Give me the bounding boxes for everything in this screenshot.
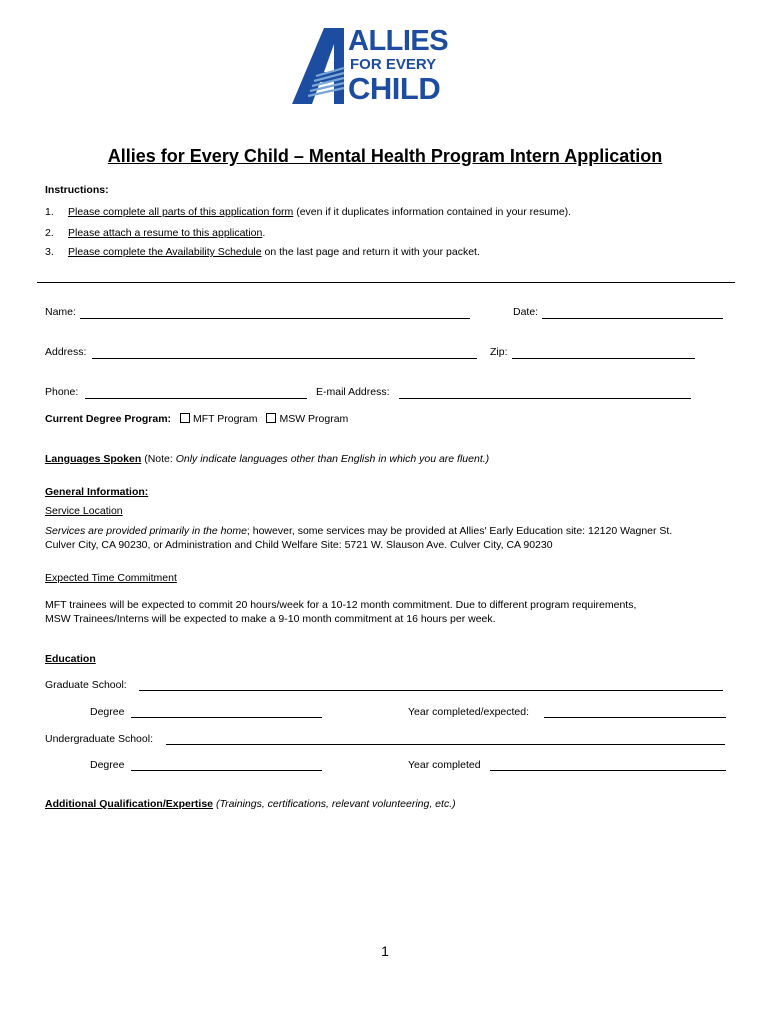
degree-program-label: Current Degree Program: bbox=[45, 413, 172, 425]
zip-field[interactable] bbox=[512, 358, 695, 359]
msw-option-label: MSW Program bbox=[279, 413, 349, 425]
section-divider bbox=[37, 282, 735, 283]
qualifications-row bbox=[45, 798, 456, 810]
general-info-heading: General Information: bbox=[45, 486, 149, 498]
msw-checkbox[interactable] bbox=[266, 413, 276, 423]
logo-line3: CHILD bbox=[348, 71, 441, 106]
undergraduate-degree-field[interactable] bbox=[131, 770, 322, 771]
logo-line1: ALLIES bbox=[348, 25, 449, 57]
name-field[interactable] bbox=[80, 318, 470, 319]
address-field[interactable] bbox=[92, 358, 477, 359]
languages-note: Only indicate languages other than English in which you are fluent.) bbox=[175, 453, 490, 465]
phone-field[interactable] bbox=[85, 398, 307, 399]
service-location-italic: Services are provided primarily in the home bbox=[45, 525, 247, 537]
service-location-rest: ; however, some services may be provided at Allies' Early Education site: 12120 Wagner St. bbox=[246, 525, 673, 537]
instruction-link[interactable]: Please complete the Availability Schedule bbox=[68, 246, 262, 258]
page-title: Allies for Every Child – Mental Health Program Intern Application bbox=[107, 146, 663, 166]
instruction-text: on the last page and return it with your packet. bbox=[261, 246, 480, 258]
qualifications-note: (Trainings, certifications, relevant volunteering, etc.) bbox=[213, 798, 456, 810]
service-location-line2: Culver City, CA 90230, or Administration and Child Welfare Site: 5721 W. Slauson Ave. Culver City, CA 90230 bbox=[45, 539, 553, 551]
instruction-number: 3. bbox=[45, 246, 54, 258]
year-completed-field[interactable] bbox=[490, 770, 726, 771]
phone-label: Phone: bbox=[45, 386, 79, 398]
instruction-link[interactable]: Please attach a resume to this application bbox=[68, 227, 263, 239]
time-commitment-line2: MSW Trainees/Interns will be expected to make a 9-10 month commitment at 16 hours per week. bbox=[45, 613, 496, 625]
email-label: E-mail Address: bbox=[316, 386, 390, 398]
languages-note-prefix: (Note: bbox=[141, 453, 176, 465]
instruction-number: 1. bbox=[45, 206, 54, 218]
time-commitment-heading: Expected Time Commitment bbox=[45, 572, 177, 584]
graduate-school-label: Graduate School: bbox=[45, 679, 127, 691]
name-label: Name: bbox=[45, 306, 76, 318]
graduate-school-field[interactable] bbox=[139, 690, 723, 691]
mft-option-label: MFT Program bbox=[192, 413, 258, 425]
logo-line2: FOR EVERY bbox=[350, 56, 437, 73]
languages-row bbox=[45, 453, 489, 465]
instruction-text: (even if it duplicates information contained in your resume). bbox=[293, 206, 572, 218]
degree-program-row bbox=[45, 413, 348, 425]
graduate-degree-field[interactable] bbox=[131, 717, 322, 718]
qualifications-label: Additional Qualification/Expertise bbox=[45, 798, 214, 810]
year-completed-expected-label: Year completed/expected: bbox=[408, 706, 530, 718]
graduate-degree-label: Degree bbox=[90, 706, 125, 718]
undergraduate-school-field[interactable] bbox=[166, 744, 725, 745]
email-field[interactable] bbox=[399, 398, 691, 399]
instruction-number: 2. bbox=[45, 227, 54, 239]
date-label: Date: bbox=[513, 306, 539, 318]
instruction-item bbox=[45, 246, 480, 258]
mft-checkbox[interactable] bbox=[180, 413, 190, 423]
undergraduate-school-label: Undergraduate School: bbox=[45, 733, 153, 745]
zip-label: Zip: bbox=[490, 346, 508, 358]
year-completed-label: Year completed bbox=[408, 759, 481, 771]
languages-label: Languages Spoken bbox=[45, 453, 142, 465]
service-location-heading: Service Location bbox=[45, 505, 123, 517]
education-heading: Education bbox=[45, 653, 96, 665]
undergraduate-degree-label: Degree bbox=[90, 759, 125, 771]
allies-logo bbox=[290, 24, 480, 106]
instruction-link[interactable]: Please complete all parts of this application form bbox=[68, 206, 294, 218]
address-label: Address: bbox=[45, 346, 87, 358]
year-completed-expected-field[interactable] bbox=[544, 717, 726, 718]
instruction-text: . bbox=[262, 227, 266, 239]
instructions-heading: Instructions: bbox=[45, 184, 109, 196]
service-location-text bbox=[45, 525, 672, 537]
instruction-item bbox=[45, 206, 572, 218]
time-commitment-line1: MFT trainees will be expected to commit 20 hours/week for a 10-12 month commitment. Due to different program requirements, bbox=[45, 599, 637, 611]
date-field[interactable] bbox=[542, 318, 723, 319]
instruction-item bbox=[45, 227, 266, 239]
page-number: 1 bbox=[381, 943, 389, 959]
